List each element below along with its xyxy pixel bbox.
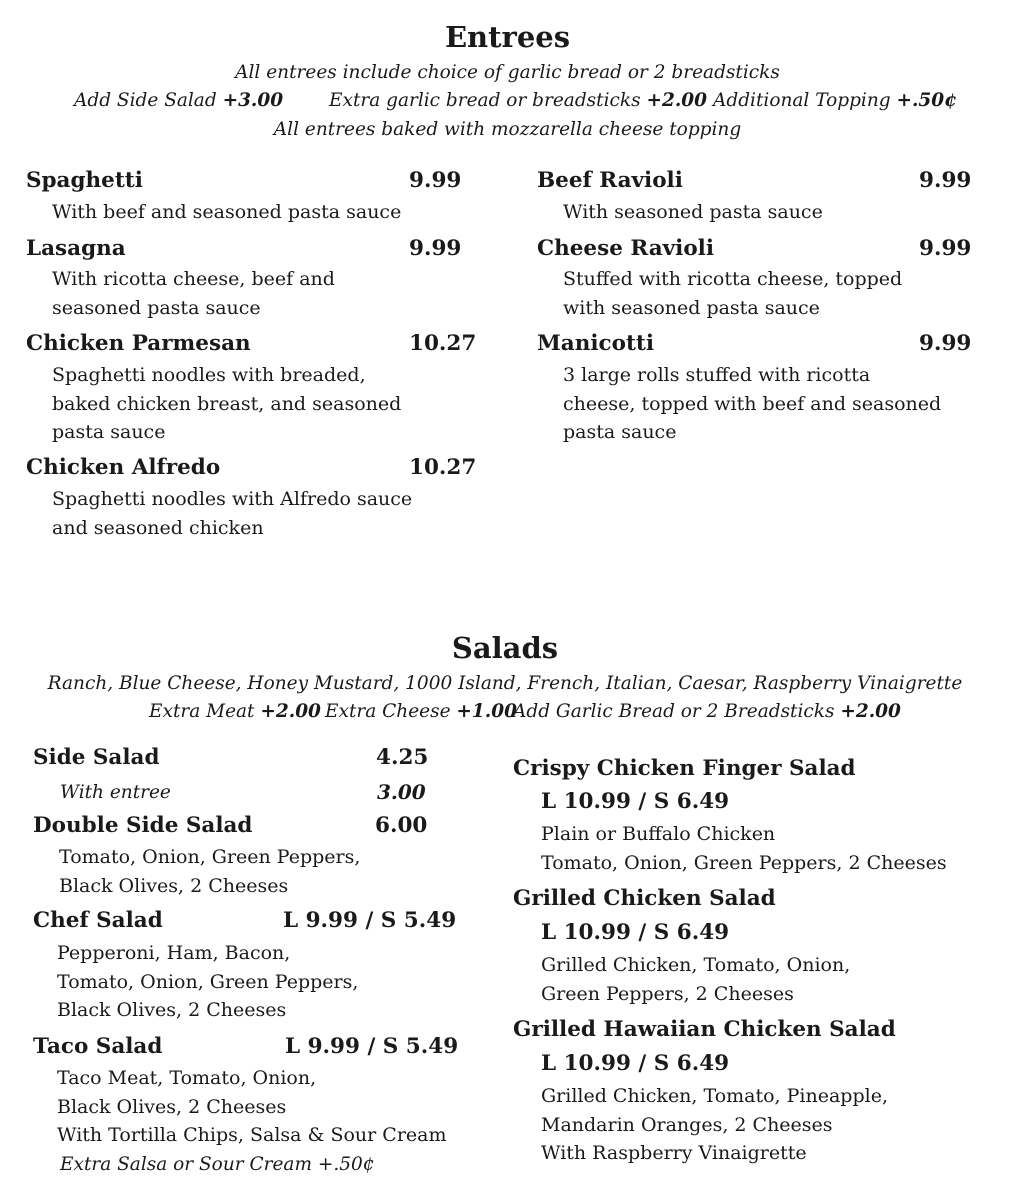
menu-item-name: Grilled Hawaiian Chicken Salad — [513, 1017, 896, 1042]
menu-item-price: 9.99 — [409, 236, 462, 261]
menu-item-name: Lasagna — [26, 236, 126, 261]
menu-item-price: L 10.99 / S 6.49 — [541, 1051, 730, 1076]
entrees-option-side-salad: Add Side Salad +3.00 — [74, 90, 284, 111]
menu-item-description: Spaghetti noodles with breaded, baked chicken breast, and seasoned pasta sauce — [52, 364, 402, 443]
with-entree-price: 3.00 — [377, 780, 426, 804]
menu-item-name: Taco Salad — [33, 1034, 163, 1059]
menu-item-description: With beef and seasoned pasta sauce — [52, 201, 402, 223]
menu-item-description: Grilled Chicken, Tomato, Pineapple, Mandarin Oranges, 2 Cheeses With Raspberry Vinaigrette — [541, 1085, 888, 1164]
menu-item-description: Stuffed with ricotta cheese, topped with seasoned pasta sauce — [563, 268, 903, 319]
menu-item-price: L 10.99 / S 6.49 — [541, 789, 730, 814]
menu-item-description: Tomato, Onion, Green Peppers, Black Olives, 2 Cheeses — [59, 846, 361, 897]
menu-item-price: 4.25 — [376, 745, 429, 770]
menu-item-price: 10.27 — [409, 455, 477, 480]
entrees-title: Entrees — [444, 20, 571, 54]
entrees-note-bread: All entrees include choice of garlic bread or 2 breadsticks — [235, 62, 780, 83]
menu-item-name: Manicotti — [537, 331, 654, 356]
menu-item-description: Pepperoni, Ham, Bacon, Tomato, Onion, Green Peppers, Black Olives, 2 Cheeses — [57, 942, 359, 1021]
menu-item-description: With ricotta cheese, beef and seasoned pasta sauce — [52, 268, 335, 319]
menu-item-name: Double Side Salad — [33, 813, 253, 838]
taco-extra-note: Extra Salsa or Sour Cream +.50¢ — [60, 1154, 375, 1175]
menu-item-price: 9.99 — [919, 236, 972, 261]
menu-item-name: Chicken Parmesan — [26, 331, 251, 356]
entrees-option-topping: Additional Topping +.50¢ — [713, 90, 958, 111]
entrees-note-mozzarella: All entrees baked with mozzarella cheese topping — [273, 119, 742, 140]
menu-item-name: Crispy Chicken Finger Salad — [513, 756, 856, 781]
menu-item-name: Chef Salad — [33, 908, 163, 933]
menu-item-name: Side Salad — [33, 745, 160, 770]
menu-item-price: 6.00 — [375, 813, 428, 838]
menu-item-price: L 9.99 / S 5.49 — [283, 908, 457, 933]
menu-item-price: L 9.99 / S 5.49 — [285, 1034, 459, 1059]
salads-title: Salads — [451, 631, 559, 665]
menu-item-price: 10.27 — [409, 331, 477, 356]
menu-item-name: Chicken Alfredo — [26, 455, 221, 480]
menu-item-description: Spaghetti noodles with Alfredo sauce and seasoned chicken — [52, 488, 413, 539]
menu-item-price: L 10.99 / S 6.49 — [541, 920, 730, 945]
salads-dressings: Ranch, Blue Cheese, Honey Mustard, 1000 Island, French, Italian, Caesar, Raspberry Vinaigrette — [47, 673, 963, 694]
salads-option-cheese: Extra Cheese +1.00 — [325, 701, 517, 722]
menu-item-description: With seasoned pasta sauce — [563, 201, 823, 223]
salads-option-bread: Add Garlic Bread or 2 Breadsticks +2.00 — [513, 701, 901, 722]
menu-item-price: 9.99 — [409, 168, 462, 193]
menu-item-price: 9.99 — [919, 331, 972, 356]
menu-item-description: Taco Meat, Tomato, Onion, Black Olives, 2 Cheeses With Tortilla Chips, Salsa & Sour Cream — [57, 1067, 447, 1146]
menu-item-description: 3 large rolls stuffed with ricotta cheese, topped with beef and seasoned pasta sauce — [563, 364, 942, 443]
menu-item-name: Beef Ravioli — [537, 168, 683, 193]
menu-item-description: Plain or Buffalo Chicken Tomato, Onion, Green Peppers, 2 Cheeses — [541, 823, 947, 874]
menu-item-price: 9.99 — [919, 168, 972, 193]
menu-item-description: Grilled Chicken, Tomato, Onion, Green Peppers, 2 Cheeses — [541, 954, 851, 1005]
menu-item-name: Spaghetti — [26, 168, 143, 193]
menu-item-name: Cheese Ravioli — [537, 236, 714, 261]
menu-item-name: Grilled Chicken Salad — [513, 886, 776, 911]
salads-option-meat: Extra Meat +2.00 — [149, 701, 321, 722]
with-entree-label: With entree — [60, 782, 171, 803]
entrees-option-extra-bread: Extra garlic bread or breadsticks +2.00 — [329, 90, 708, 111]
